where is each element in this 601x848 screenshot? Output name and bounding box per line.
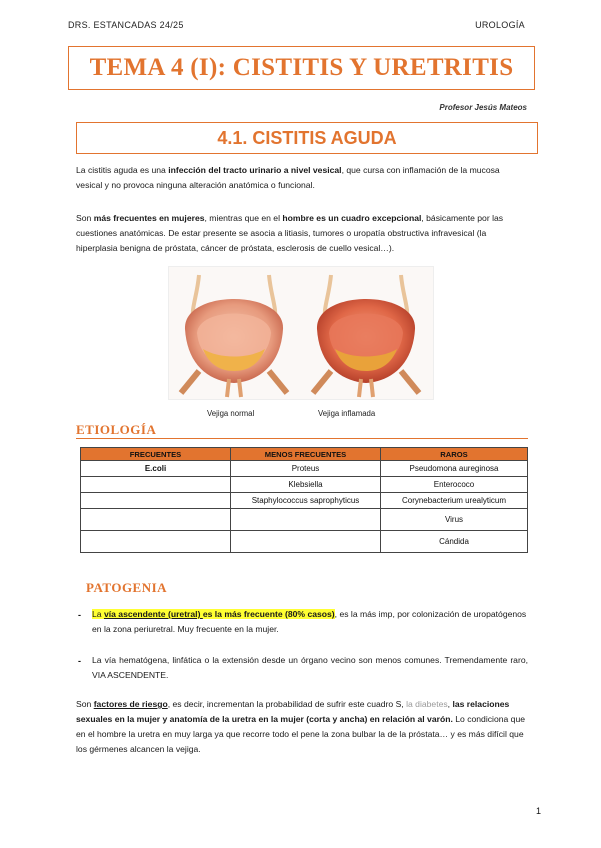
intro-paragraph-2: Son más frecuentes en mujeres, mientras que en el hombre es un cuadro excepcional, básicamente por las cuestiones anatómicas. De estar presente se asocia a litiasis, tumores o uropatía obstructiva infravesical (la hiperplasia benigna de próstata, cáncer de próstata, esclerosis de cuello vesical…). (76, 213, 504, 254)
table-cell: E.coli (81, 461, 231, 477)
page-title: TEMA 4 (I): CISTITIS Y URETRITIS (89, 54, 514, 81)
column-header: RAROS (381, 448, 528, 461)
table-cell (81, 493, 231, 509)
table-cell: Pseudomona aureginosa (381, 461, 528, 477)
section-box (76, 122, 538, 154)
table-row (81, 477, 528, 493)
bullet-dash: - (78, 656, 81, 666)
table-cell: Klebsiella (231, 477, 381, 493)
patogenia-bullet-2: La vía hematógena, linfática o la extensión desde un órgano vecino son menos comunes. Tremendamente raro, VIA ASCENDENTE. (92, 655, 528, 681)
caption-inflamed: Vejiga inflamada (318, 409, 376, 418)
etiologia-table (80, 447, 528, 553)
table-cell: Enterococo (381, 477, 528, 493)
patogenia-heading: PATOGENIA (86, 580, 168, 595)
patogenia-bullet-1: La vía ascendente (uretral) es la más frecuente (80% casos), es la más imp, por colonización de uropatógenos en la zona periuretral. Muy frecuente en la mujer. (92, 609, 527, 635)
header-left: DRS. ESTANCADAS 24/25 (68, 20, 184, 30)
table-cell: Staphylococcus saprophyticus (231, 493, 381, 509)
etiologia-rule (76, 438, 528, 439)
table-row (81, 509, 528, 531)
table-cell (81, 477, 231, 493)
bullet-dash: - (78, 610, 81, 620)
inflamed-bladder (313, 275, 419, 397)
table-cell (231, 531, 381, 553)
column-header: MENOS FRECUENTES (231, 448, 381, 461)
table-cell: Cándida (381, 531, 528, 553)
table-cell: Virus (381, 509, 528, 531)
table-cell: Corynebacterium urealyticum (381, 493, 528, 509)
header-right: UROLOGÍA (475, 20, 525, 30)
page-number: 1 (535, 806, 541, 816)
bladder-figure (168, 266, 434, 400)
table-cell (81, 509, 231, 531)
table-cell: Proteus (231, 461, 381, 477)
bladder-illustration (169, 267, 433, 399)
table-row (81, 461, 528, 477)
normal-bladder (181, 275, 287, 397)
table-cell (231, 509, 381, 531)
intro-paragraph-1: La cistitis aguda es una infección del tracto urinario a nivel vesical, que cursa con inflamación de la mucosa vesical y no provoca ninguna alteración anatómica o funcional. (76, 165, 500, 191)
etiologia-heading: ETIOLOGÍA (76, 422, 157, 437)
caption-normal: Vejiga normal (207, 409, 255, 418)
risk-factors-paragraph: Son factores de riesgo, es decir, incrementan la probabilidad de sufrir este cuadro S, la diabetes, las relaciones sexuales en la mujer y anatomía de la uretra en la mujer (corta y ancha) en relación al varón. Lo condiciona que en el hombre la uretra en muy larga ya que recorre todo el pene la zona bulbar la de la próstata… y es más difícil que los gérmenes alcancen la vejiga. (76, 699, 526, 755)
table-row (81, 493, 528, 509)
table-header-row (81, 448, 528, 461)
table-cell (81, 531, 231, 553)
professor: Profesor Jesús Mateos (439, 103, 527, 112)
section-title: 4.1. CISTITIS AGUDA (217, 127, 397, 148)
column-header: FRECUENTES (81, 448, 231, 461)
table-row (81, 531, 528, 553)
title-box (68, 46, 535, 90)
